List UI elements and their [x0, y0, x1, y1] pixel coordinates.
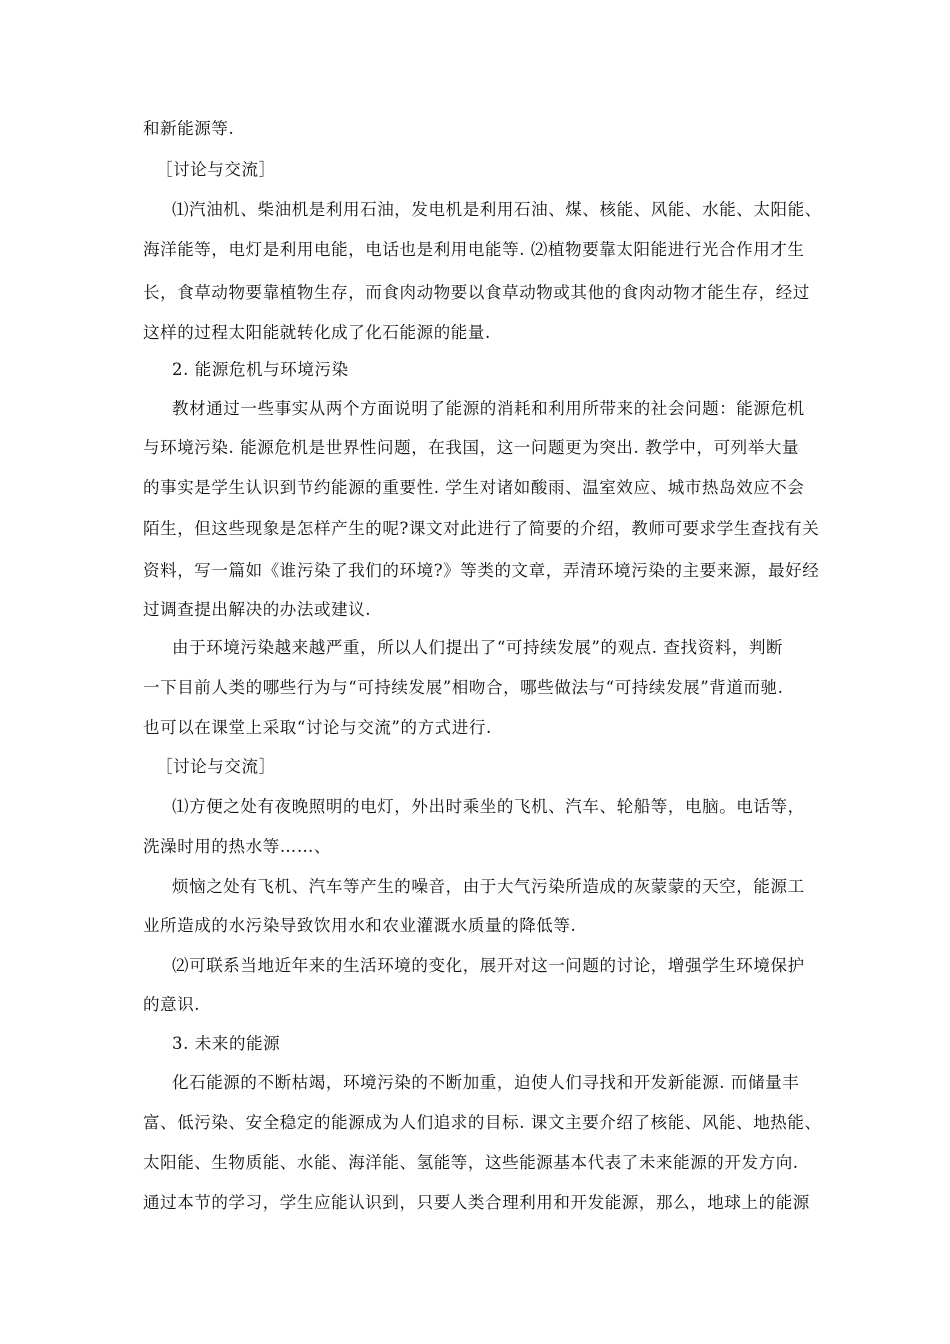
- section-heading: ［讨论与交流］: [156, 160, 276, 179]
- paragraph-line: 这样的过程太阳能就转化成了化石能源的能量.: [143, 323, 491, 342]
- paragraph-line: 富、低污染、安全稳定的能源成为人们追求的目标. 课文主要介绍了核能、风能、地热能、: [143, 1113, 822, 1132]
- paragraph-line: 通过本节的学习，学生应能认识到，只要人类合理利用和开发能源，那么，地球上的能源: [143, 1193, 810, 1212]
- paragraph-line: 陌生，但这些现象是怎样产生的呢?课文对此进行了简要的介绍，教师可要求学生查找有关: [143, 519, 820, 538]
- paragraph-line: 长，食草动物要靠植物生存，而食肉动物要以食草动物或其他的食肉动物才能生存，经过: [143, 283, 810, 302]
- paragraph-line: 的事实是学生认识到节约能源的重要性. 学生对诸如酸雨、温室效应、城市热岛效应不会: [143, 478, 805, 497]
- paragraph-line: 一下目前人类的哪些行为与“可持续发展”相吻合，哪些做法与“可持续发展”背道而驰.: [143, 678, 784, 697]
- section-heading: 2. 能源危机与环境污染: [172, 360, 349, 379]
- paragraph-line: 由于环境污染越来越严重，所以人们提出了“可持续发展”的观点. 查找资料，判断: [172, 638, 784, 657]
- paragraph-line: 和新能源等.: [143, 119, 235, 138]
- paragraph-line: 过调查提出解决的办法或建议.: [143, 600, 372, 619]
- paragraph-line: 太阳能、生物质能、水能、海洋能、氢能等，这些能源基本代表了未来能源的开发方向.: [143, 1153, 799, 1172]
- paragraph-line: 的意识.: [143, 995, 201, 1014]
- paragraph-line: 业所造成的水污染导致饮用水和农业灌溉水质量的降低等.: [143, 916, 577, 935]
- paragraph-line: ⑴汽油机、柴油机是利用石油，发电机是利用石油、煤、核能、风能、水能、太阳能、: [172, 200, 822, 219]
- paragraph-line: 烦恼之处有飞机、汽车等产生的噪音，由于大气污染所造成的灰蒙蒙的天空，能源工: [172, 877, 805, 896]
- section-heading: 3. 未来的能源: [172, 1034, 281, 1053]
- paragraph-line: 与环境污染. 能源危机是世界性问题，在我国，这一问题更为突出. 教学中，可列举大量: [143, 438, 800, 457]
- paragraph-line: 也可以在课堂上采取“讨论与交流”的方式进行.: [143, 718, 492, 737]
- paragraph-line: 资料，写一篇如《谁污染了我们的环境?》等类的文章，弄清环境污染的主要来源，最好经: [143, 561, 820, 580]
- paragraph-line: 海洋能等，电灯是利用电能，电话也是利用电能等. ⑵植物要靠太阳能进行光合作用才生: [143, 240, 805, 259]
- paragraph-line: ⑴方便之处有夜晚照明的电灯，外出时乘坐的飞机、汽车、轮船等，电脑。电话等，: [172, 797, 805, 816]
- paragraph-line: 教材通过一些事实从两个方面说明了能源的消耗和利用所带来的社会问题：能源危机: [172, 399, 805, 418]
- paragraph-line: 洗澡时用的热水等……、: [143, 837, 332, 856]
- paragraph-line: ⑵可联系当地近年来的生活环境的变化，展开对这一问题的讨论，增强学生环境保护: [172, 956, 805, 975]
- section-heading: ［讨论与交流］: [156, 757, 276, 776]
- paragraph-line: 化石能源的不断枯竭，环境污染的不断加重，迫使人们寻找和开发新能源. 而储量丰: [172, 1073, 800, 1092]
